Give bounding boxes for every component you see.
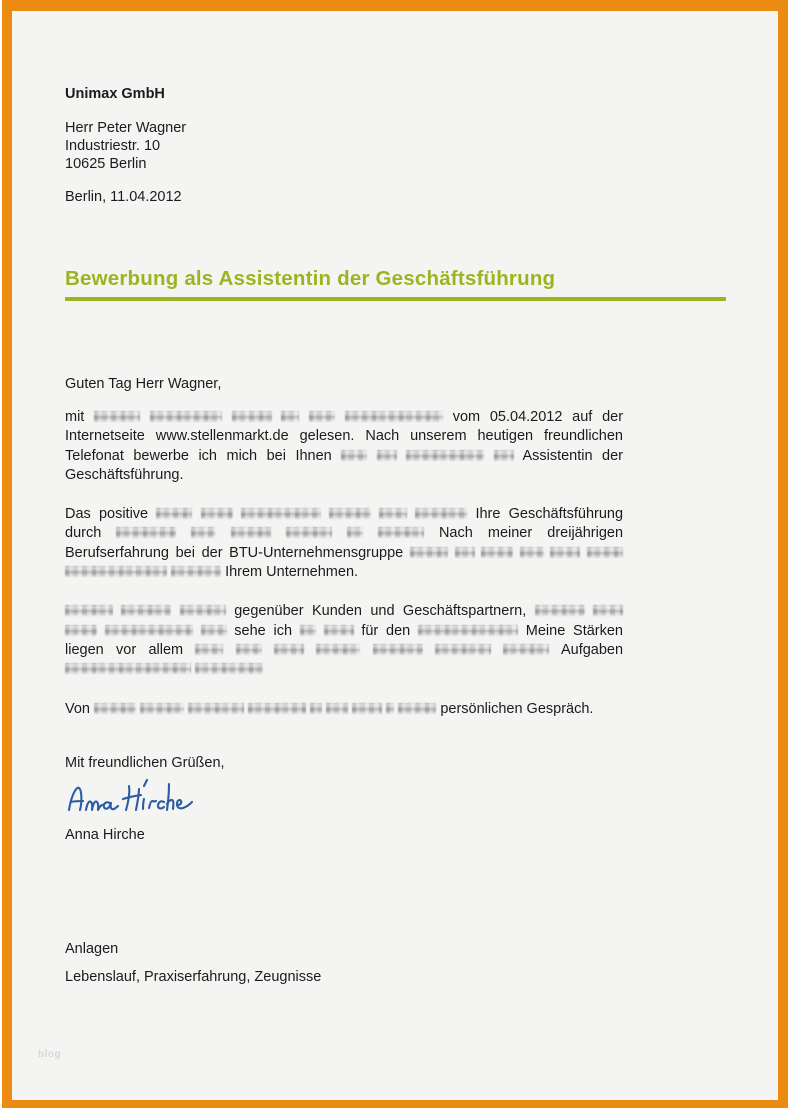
redacted-text [329, 508, 371, 519]
redacted-text [236, 644, 262, 655]
redacted-text [378, 527, 424, 538]
redacted-text [481, 547, 513, 558]
redacted-text [406, 450, 484, 461]
redacted-text [418, 625, 518, 636]
redacted-text [191, 527, 215, 538]
signature-image [65, 776, 203, 822]
recipient-city: 10625 Berlin [65, 156, 147, 172]
redacted-text [520, 547, 544, 558]
redacted-text [535, 605, 585, 616]
redacted-text [286, 527, 332, 538]
letter-page [2, 0, 788, 1108]
redacted-text [65, 625, 97, 636]
date-line: Berlin, 11.04.2012 [65, 189, 182, 205]
redacted-text [105, 625, 193, 636]
redacted-text [65, 566, 167, 577]
redacted-text [326, 703, 348, 714]
redacted-text [379, 508, 407, 519]
redacted-text [341, 450, 367, 461]
redacted-text [309, 411, 335, 422]
redacted-text [231, 527, 271, 538]
letter-body [65, 408, 623, 719]
recipient-contact: Herr Peter Wagner [65, 120, 187, 136]
redacted-text [345, 411, 443, 422]
redacted-text [377, 450, 397, 461]
redacted-text [435, 644, 491, 655]
redacted-text [593, 605, 623, 616]
paragraph: Von persönlichen Gespräch. [65, 700, 594, 717]
redacted-text [180, 605, 226, 616]
redacted-text [248, 703, 306, 714]
redacted-text [352, 703, 382, 714]
watermark-text: blog [38, 1049, 62, 1060]
redacted-text [347, 527, 363, 538]
greeting-line: Guten Tag Herr Wagner, [65, 376, 222, 392]
redacted-text [587, 547, 623, 558]
recipient-street: Industriestr. 10 [65, 138, 161, 154]
redacted-text [281, 411, 299, 422]
redacted-text [310, 703, 322, 714]
redacted-text [171, 566, 221, 577]
redacted-text [188, 703, 244, 714]
paragraph: Das positive Ihre Geschäftsführung durch Nach meiner dreijährigen Berufserfahrung bei der BTU-Unternehmensgruppe Ihrem Unternehmen. [65, 506, 624, 581]
redacted-text [455, 547, 475, 558]
redacted-text [116, 527, 176, 538]
letter-content [12, 86, 623, 985]
closing-line: Mit freundlichen Grüßen, [65, 754, 225, 771]
redacted-text [150, 411, 222, 422]
redacted-text [410, 547, 448, 558]
enclosures-items: Lebenslauf, Praxiserfahrung, Zeugnisse [65, 968, 322, 985]
redacted-text [156, 508, 192, 519]
redacted-text [415, 508, 467, 519]
redacted-text [550, 547, 580, 558]
recipient-address [65, 119, 623, 173]
redacted-text [195, 644, 223, 655]
redacted-text [121, 605, 171, 616]
redacted-text [94, 411, 140, 422]
redacted-text [324, 625, 354, 636]
redacted-text [503, 644, 549, 655]
recipient-company: Unimax GmbH [65, 86, 165, 102]
redacted-text [274, 644, 304, 655]
redacted-text [65, 663, 191, 674]
redacted-text [94, 703, 136, 714]
redacted-text [140, 703, 184, 714]
redacted-text [232, 411, 272, 422]
redacted-text [195, 663, 263, 674]
redacted-text [241, 508, 321, 519]
redacted-text [201, 508, 233, 519]
handwritten-signature [65, 776, 623, 822]
redacted-text [300, 625, 316, 636]
paragraph: gegenüber Kunden und Geschäftspartnern, sehe ich für den Meine Stärken liegen vor allem Aufgaben [65, 602, 623, 679]
enclosures-label: Anlagen [65, 940, 119, 957]
signature-name: Anna Hirche [65, 826, 145, 843]
redacted-text [65, 605, 113, 616]
subject-underline [65, 297, 726, 301]
redacted-text [201, 625, 227, 636]
redacted-text [373, 644, 423, 655]
redacted-text [316, 644, 360, 655]
subject-heading: Bewerbung als Assistentin der Geschäftsführung [65, 267, 556, 290]
redacted-text [386, 703, 394, 714]
paragraph: mit vom 05.04.2012 auf der Internetseite www.stellenmarkt.de gelesen. Nach unserem heutigen freundlichen Telefonat bewerbe ich mich bei Ihnen Assistentin der Geschäftsführung. [65, 409, 624, 483]
redacted-text [494, 450, 514, 461]
redacted-text [398, 703, 436, 714]
